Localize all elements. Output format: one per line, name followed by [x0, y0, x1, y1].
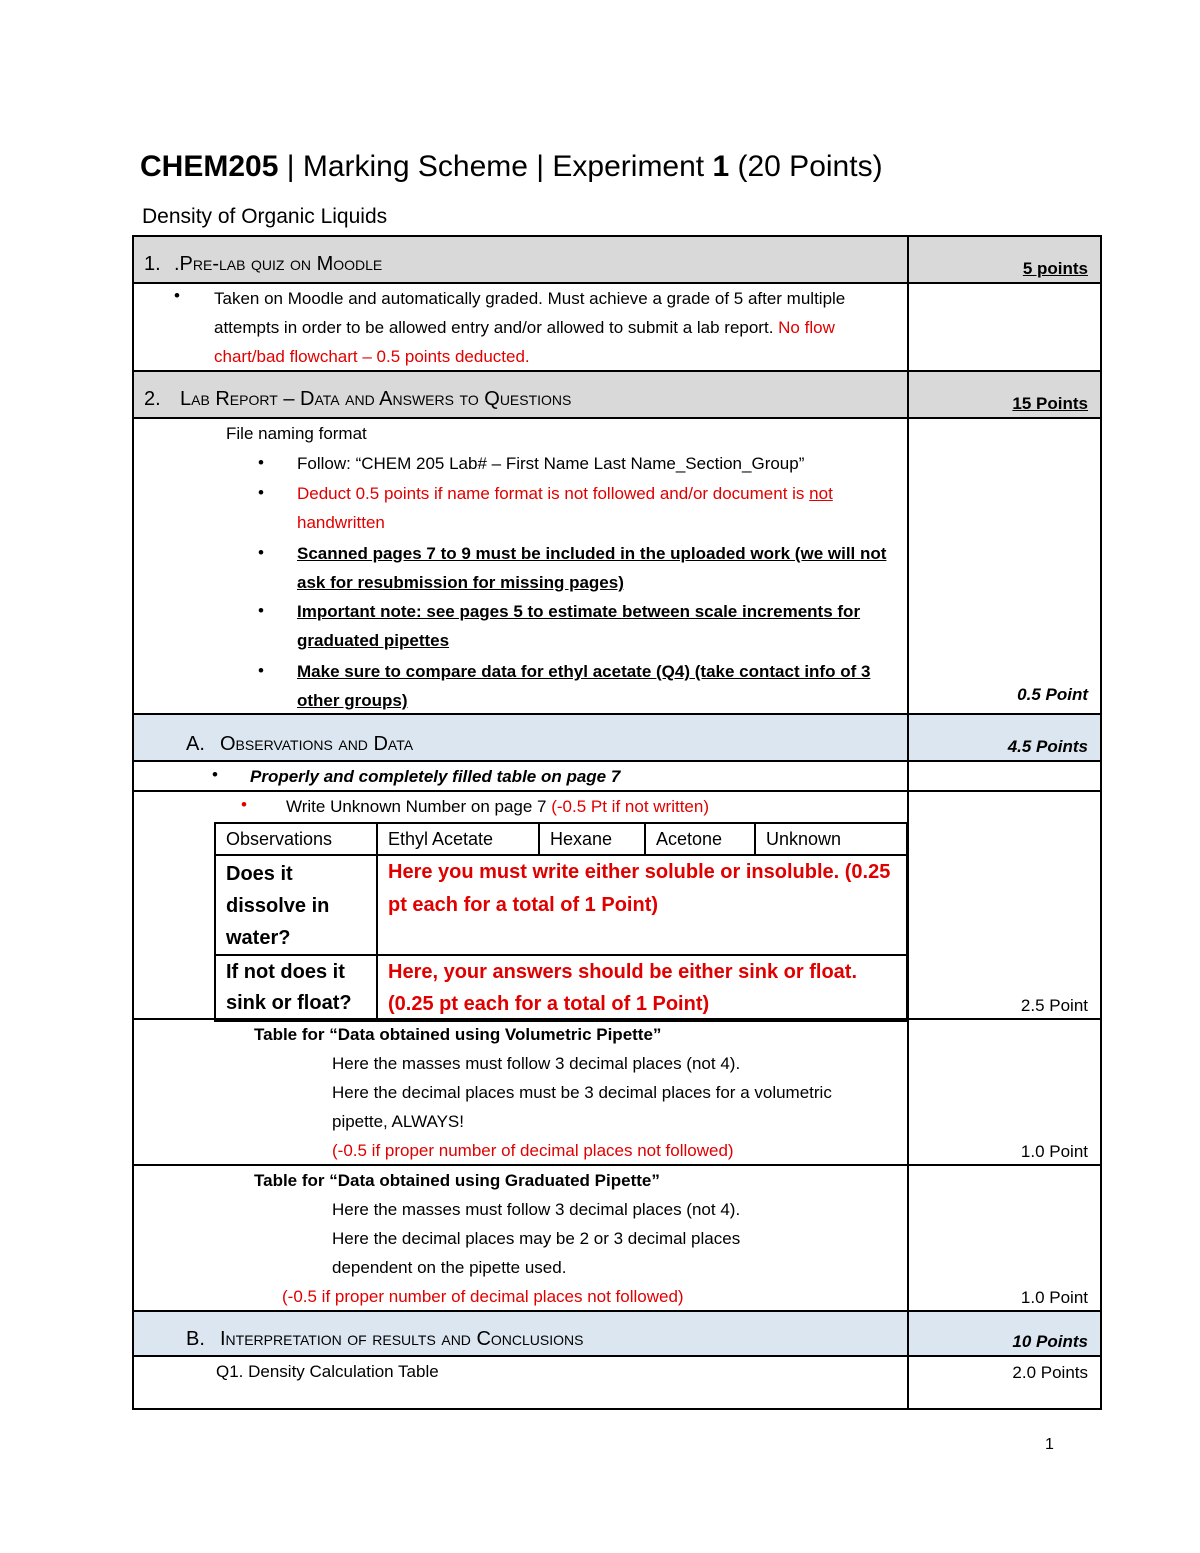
q1-label: Q1. Density Calculation Table — [216, 1362, 439, 1381]
header-acetone: Acetone — [645, 823, 755, 855]
observations-header-row — [215, 823, 907, 855]
graduated-title: Table for “Data obtained using Graduated Pipette” — [254, 1171, 660, 1190]
unknown-number-text — [286, 792, 709, 821]
column-divider — [907, 1357, 909, 1408]
unknown-number-main: Write Unknown Number on page 7 — [286, 797, 552, 816]
header-unknown: Unknown — [755, 823, 907, 855]
observations-row — [134, 792, 1100, 1020]
volumetric-line2: Here the decimal places must be 3 decimal places for a volumetric pipette, ALWAYS! — [332, 1083, 832, 1131]
section1-title: .Pre-lab quiz on Moodle — [174, 253, 383, 275]
title-points: (20 Points) — [729, 150, 883, 183]
sectionA-points: 4.5 Points — [1007, 737, 1088, 756]
section1-bullet-text — [214, 284, 894, 371]
dissolve-row — [215, 855, 907, 955]
section1-number: 1. — [144, 253, 161, 275]
header-ethyl-acetate: Ethyl Acetate — [377, 823, 539, 855]
filled-table-text: Properly and completely filled table on page 7 — [250, 767, 621, 786]
section2-title: Lab Report – Data and Answers to Questions — [180, 388, 572, 410]
section2-header — [134, 372, 1100, 419]
dissolve-label: Does it dissolve in water? — [215, 855, 377, 955]
column-divider — [907, 419, 909, 713]
sectionA-letter: A. — [186, 733, 205, 755]
important-text: Important note: see pages 5 to estimate between scale increments for graduated pipettes — [297, 602, 861, 650]
column-divider — [907, 284, 909, 370]
section1-bullet-main: Taken on Moodle and automatically graded. Must achieve a grade of 5 after multiple attempts in order to be allowed entry and/or allowed to submit a lab report. — [214, 289, 846, 337]
sink-float-answer: Here, your answers should be either sink or float. (0.25 pt each for a total of 1 Point) — [377, 955, 907, 1021]
graduated-row — [134, 1166, 1100, 1312]
sectionA-header — [134, 715, 1100, 762]
document-subtitle: Density of Organic Liquids — [142, 205, 388, 228]
section1-body — [134, 284, 1100, 372]
graduated-line2: Here the decimal places may be 2 or 3 decimal places dependent on the pipette used. — [332, 1229, 741, 1277]
dissolve-answer: Here you must write either soluble or insoluble. (0.25 pt each for a total of 1 Point) — [377, 855, 907, 955]
bullet-icon: • — [258, 453, 264, 472]
section2-points: 15 Points — [1012, 394, 1088, 413]
document-title — [140, 150, 883, 184]
column-divider — [907, 1166, 909, 1310]
section1-header — [134, 237, 1100, 284]
graduated-penalty: (-0.5 if proper number of decimal places not followed) — [282, 1287, 684, 1306]
graduated-points: 1.0 Point — [1020, 1288, 1088, 1307]
experiment-number: 1 — [712, 150, 730, 183]
sectionB-header — [134, 1312, 1100, 1357]
q1-row — [134, 1357, 1100, 1408]
follow-text: Follow: “CHEM 205 Lab# – First Name Last Name_Section_Group” — [297, 454, 805, 473]
column-divider — [907, 715, 909, 760]
file-format-label: File naming format — [226, 424, 367, 443]
header-observations: Observations — [215, 823, 377, 855]
file-format-points: 0.5 Point — [1017, 685, 1088, 704]
sink-float-row — [215, 955, 907, 1021]
marking-table — [132, 235, 1102, 1410]
column-divider — [907, 237, 909, 282]
sink-float-label: If not does it sink or float? — [215, 955, 377, 1021]
sectionB-title: Interpretation of results and Conclusions — [220, 1328, 584, 1350]
volumetric-title: Table for “Data obtained using Volumetric Pipette” — [254, 1025, 662, 1044]
sectionA-title: Observations and Data — [220, 733, 414, 755]
scanned-text: Scanned pages 7 to 9 must be included in the uploaded work (we will not ask for resubmission for missing pages) — [297, 544, 887, 592]
volumetric-points: 1.0 Point — [1020, 1142, 1088, 1161]
section1-bullet-red: No flow chart/bad flowchart – 0.5 points deducted. — [214, 318, 835, 366]
bullet-icon: • — [258, 601, 264, 620]
sectionB-points: 10 Points — [1012, 1332, 1088, 1351]
deduct-text-not: not — [809, 484, 833, 503]
section2-body — [134, 419, 1100, 715]
filled-table-row — [134, 762, 1100, 792]
bullet-icon: • — [258, 661, 264, 680]
unknown-number-red: (-0.5 Pt if not written) — [551, 797, 709, 816]
sectionB-letter: B. — [186, 1328, 205, 1350]
bullet-icon: • — [241, 795, 247, 814]
volumetric-line1: Here the masses must follow 3 decimal places (not 4). — [332, 1054, 741, 1073]
bullet-icon: • — [258, 543, 264, 562]
observations-table — [214, 822, 908, 1022]
page-number: 1 — [1045, 1436, 1054, 1453]
compare-text: Make sure to compare data for ethyl acetate (Q4) (take contact info of 3 other groups) — [297, 662, 871, 710]
header-hexane: Hexane — [539, 823, 645, 855]
column-divider — [907, 1020, 909, 1164]
volumetric-penalty: (-0.5 if proper number of decimal places not followed) — [332, 1141, 734, 1160]
column-divider — [907, 372, 909, 417]
observations-points: 2.5 Point — [1020, 996, 1088, 1015]
bullet-icon: • — [212, 765, 218, 784]
deduct-text-a: Deduct 0.5 points if name format is not followed and/or document is — [297, 484, 805, 503]
volumetric-row — [134, 1020, 1100, 1166]
column-divider — [907, 1312, 909, 1355]
deduct-text-b: handwritten — [297, 513, 385, 532]
column-divider — [907, 762, 909, 790]
bullet-icon: • — [258, 483, 264, 502]
section2-number: 2. — [144, 388, 161, 410]
q1-points: 2.0 Points — [1012, 1363, 1088, 1382]
bullet-icon: • — [174, 286, 180, 305]
course-code: CHEM205 — [140, 150, 279, 183]
section1-points: 5 points — [1022, 259, 1088, 278]
title-middle: | Marking Scheme | Experiment — [278, 150, 713, 183]
graduated-line1: Here the masses must follow 3 decimal places (not 4). — [332, 1200, 741, 1219]
deduct-text — [297, 479, 897, 537]
